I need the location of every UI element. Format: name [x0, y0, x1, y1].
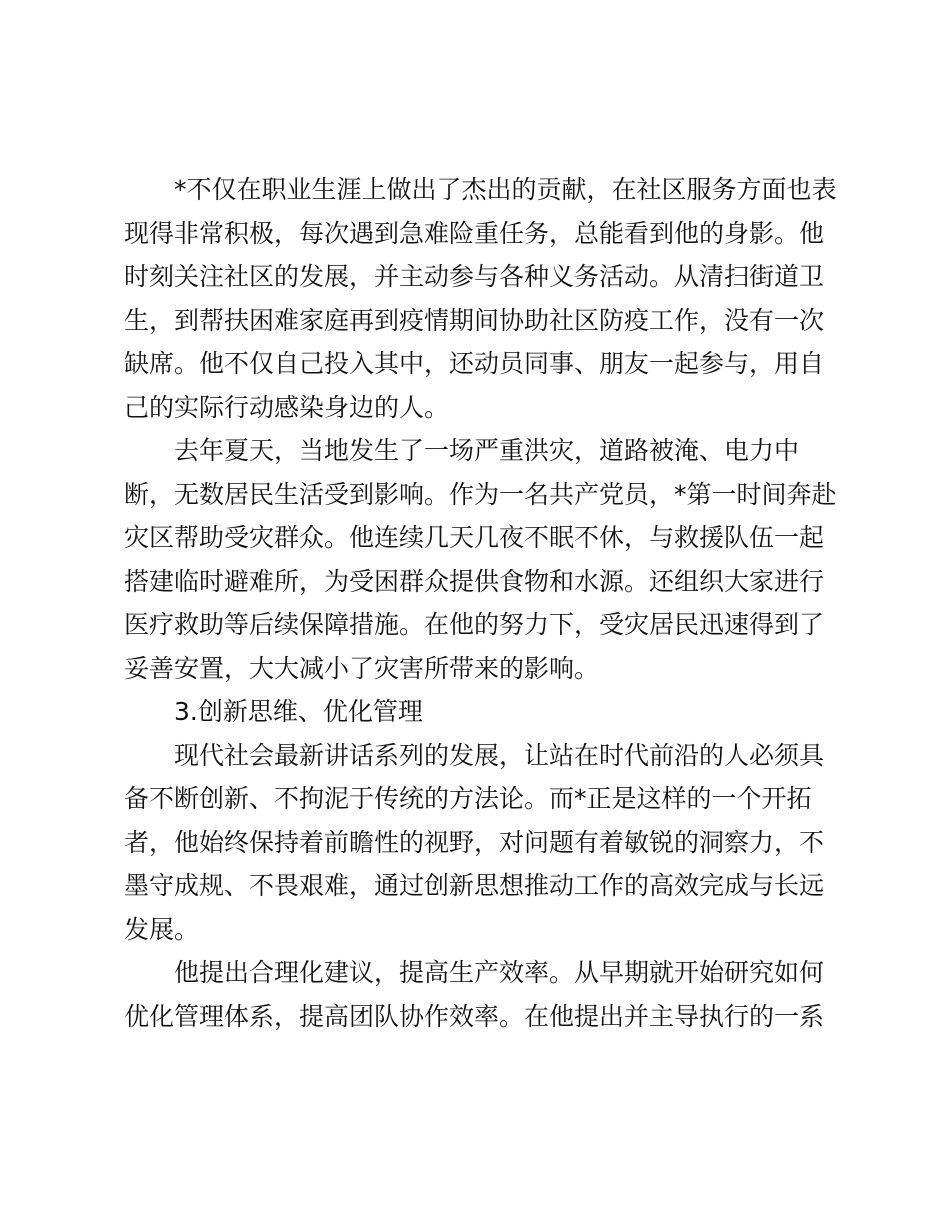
text-line: 时刻关注社区的发展，并主动参与各种义务活动。从清扫街道卫 [124, 262, 825, 291]
text-line: 断，无数居民生活受到影响。作为一名共产党员，*第一时间奔赴 [124, 479, 837, 509]
text-line: 妥善安置，大大减小了灾害所带来的影响。 [124, 653, 600, 683]
text-line: 去年夏天，当地发生了一场严重洪灾，道路被淹、电力中 [174, 436, 800, 465]
text-line: 现代社会最新讲话系列的发展，让站在时代前沿的人必须具 [174, 740, 825, 770]
text-line: 搭建临时避难所，为受困群众提供食物和水源。还组织大家进行 [124, 566, 825, 596]
text-line: 他提出合理化建议，提高生产效率。从早期就开始研究如何 [174, 958, 825, 987]
text-line: 备不断创新、不拘泥于传统的方法论。而*正是这样的一个开拓 [124, 784, 812, 813]
text-line: 医疗救助等后续保障措施。在他的努力下，受灾居民迅速得到了 [124, 610, 825, 639]
text-line: 缺席。他不仅自己投入其中，还动员同事、朋友一起参与，用自 [124, 349, 825, 378]
document-body [124, 168, 837, 1038]
paragraph-innovation [124, 734, 834, 952]
text-line: 现得非常积极，每次遇到急难险重任务，总能看到他的身影。他 [124, 218, 825, 248]
text-line: 生，到帮扶困难家庭再到疫情期间协助社区防疫工作，没有一次 [124, 305, 825, 335]
text-line: 墨守成规、不畏艰难，通过创新思想推动工作的高效完成与长远 [124, 871, 825, 900]
text-line: 己的实际行动感染身边的人。 [124, 392, 450, 422]
text-line: 灾区帮助受灾群众。他连续几天几夜不眠不休，与救援队伍一起 [124, 523, 825, 552]
text-line: 发展。 [124, 914, 200, 944]
paragraph-flood-relief [124, 429, 837, 690]
heading-text: 3.创新思维、优化管理 [174, 697, 423, 726]
paragraph-community-service [124, 168, 837, 429]
text-line: *不仅在职业生涯上做出了杰出的贡献，在社区服务方面也表 [174, 175, 837, 204]
paragraph-management [124, 951, 834, 1038]
section-heading [124, 690, 834, 734]
text-line: 优化管理体系，提高团队协作效率。在他提出并主导执行的一系 [124, 1001, 825, 1031]
text-line: 者，他始终保持着前瞻性的视野，对问题有着敏锐的洞察力，不 [124, 827, 825, 857]
